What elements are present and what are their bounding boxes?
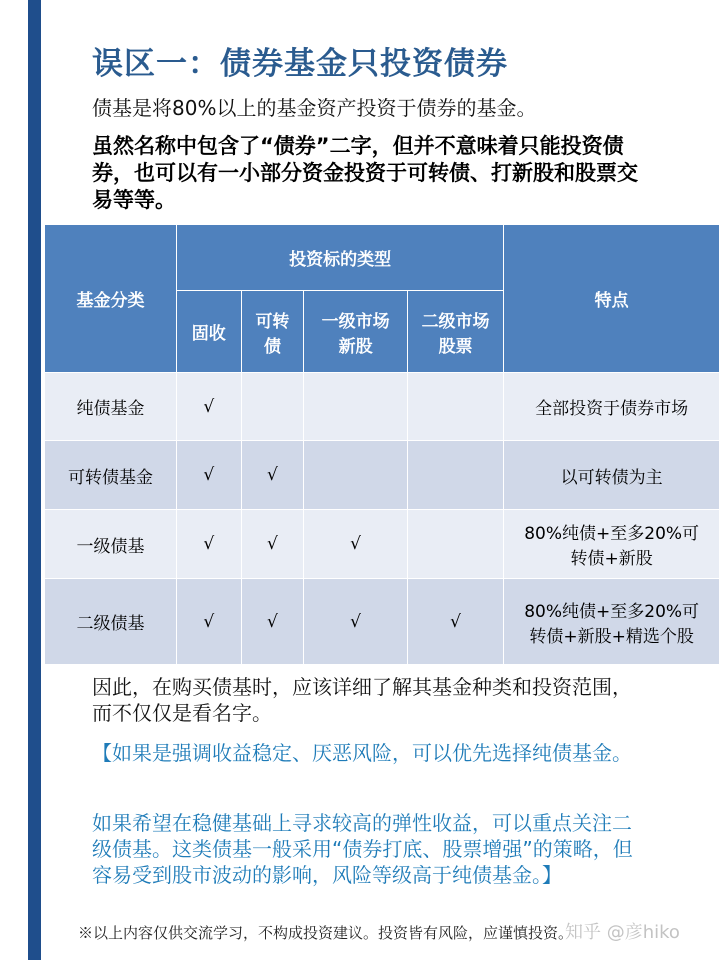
check-cell: √ (304, 510, 407, 579)
disclaimer: ※以上内容仅供交流学习，不构成投资建议。投资皆有风险，应谨慎投资。 (78, 924, 574, 942)
check-cell: √ (176, 510, 241, 579)
table-row (45, 579, 720, 665)
feature-cell: 80%纯债+至多20%可转债+新股 (504, 510, 720, 579)
bold-explanation: 虽然名称中包含了“债券”二字，但并不意味着只能投资债券，也可以有一小部分资金投资于可转债、打新股和股票交易等等。 (92, 134, 638, 212)
check-cell (304, 441, 407, 510)
header-feature: 特点 (504, 225, 720, 373)
table-row (45, 441, 720, 510)
check-cell: √ (241, 510, 304, 579)
check-cell (407, 441, 504, 510)
check-cell: √ (176, 441, 241, 510)
check-cell (304, 373, 407, 441)
watermark: 知乎 @彦hiko (565, 922, 680, 943)
row-name: 一级债基 (45, 510, 177, 579)
feature-cell: 全部投资于债券市场 (504, 373, 720, 441)
check-cell (407, 373, 504, 441)
fund-table (44, 224, 720, 665)
check-cell: √ (241, 441, 304, 510)
row-name: 纯债基金 (45, 373, 177, 441)
table-row (45, 510, 720, 579)
subtitle: 债基是将80%以上的基金资产投资于债券的基金。 (92, 96, 537, 120)
row-name: 二级债基 (45, 579, 177, 665)
table-row (45, 373, 720, 441)
conclusion-text: 因此，在购买债基时，应该详细了解其基金种类和投资范围，而不仅仅是看名字。 (92, 675, 632, 725)
check-cell: √ (176, 579, 241, 665)
header-convertible: 可转债 (241, 291, 304, 373)
header-fixed-income: 固收 (176, 291, 241, 373)
header-primary-ipo: 一级市场新股 (304, 291, 407, 373)
check-cell (241, 373, 304, 441)
check-cell: √ (407, 579, 504, 665)
check-cell: √ (176, 373, 241, 441)
header-category: 基金分类 (45, 225, 177, 373)
check-cell (407, 510, 504, 579)
feature-cell: 80%纯债+至多20%可转债+新股+精选个股 (504, 579, 720, 665)
advice-conservative: 【如果是强调收益稳定、厌恶风险，可以优先选择纯债基金。 (92, 741, 632, 765)
header-investment-types: 投资标的类型 (176, 225, 503, 291)
left-accent-bar (28, 0, 41, 960)
feature-cell: 以可转债为主 (504, 441, 720, 510)
check-cell: √ (304, 579, 407, 665)
row-name: 可转债基金 (45, 441, 177, 510)
header-secondary-stock: 二级市场股票 (407, 291, 504, 373)
page-title: 误区一：债券基金只投资债券 (92, 46, 508, 82)
advice-aggressive: 如果希望在稳健基础上寻求较高的弹性收益，可以重点关注二级债基。这类债基一般采用“债券打底、股票增强”的策略，但容易受到股市波动的影响，风险等级高于纯债基金。】 (92, 811, 633, 887)
check-cell: √ (241, 579, 304, 665)
